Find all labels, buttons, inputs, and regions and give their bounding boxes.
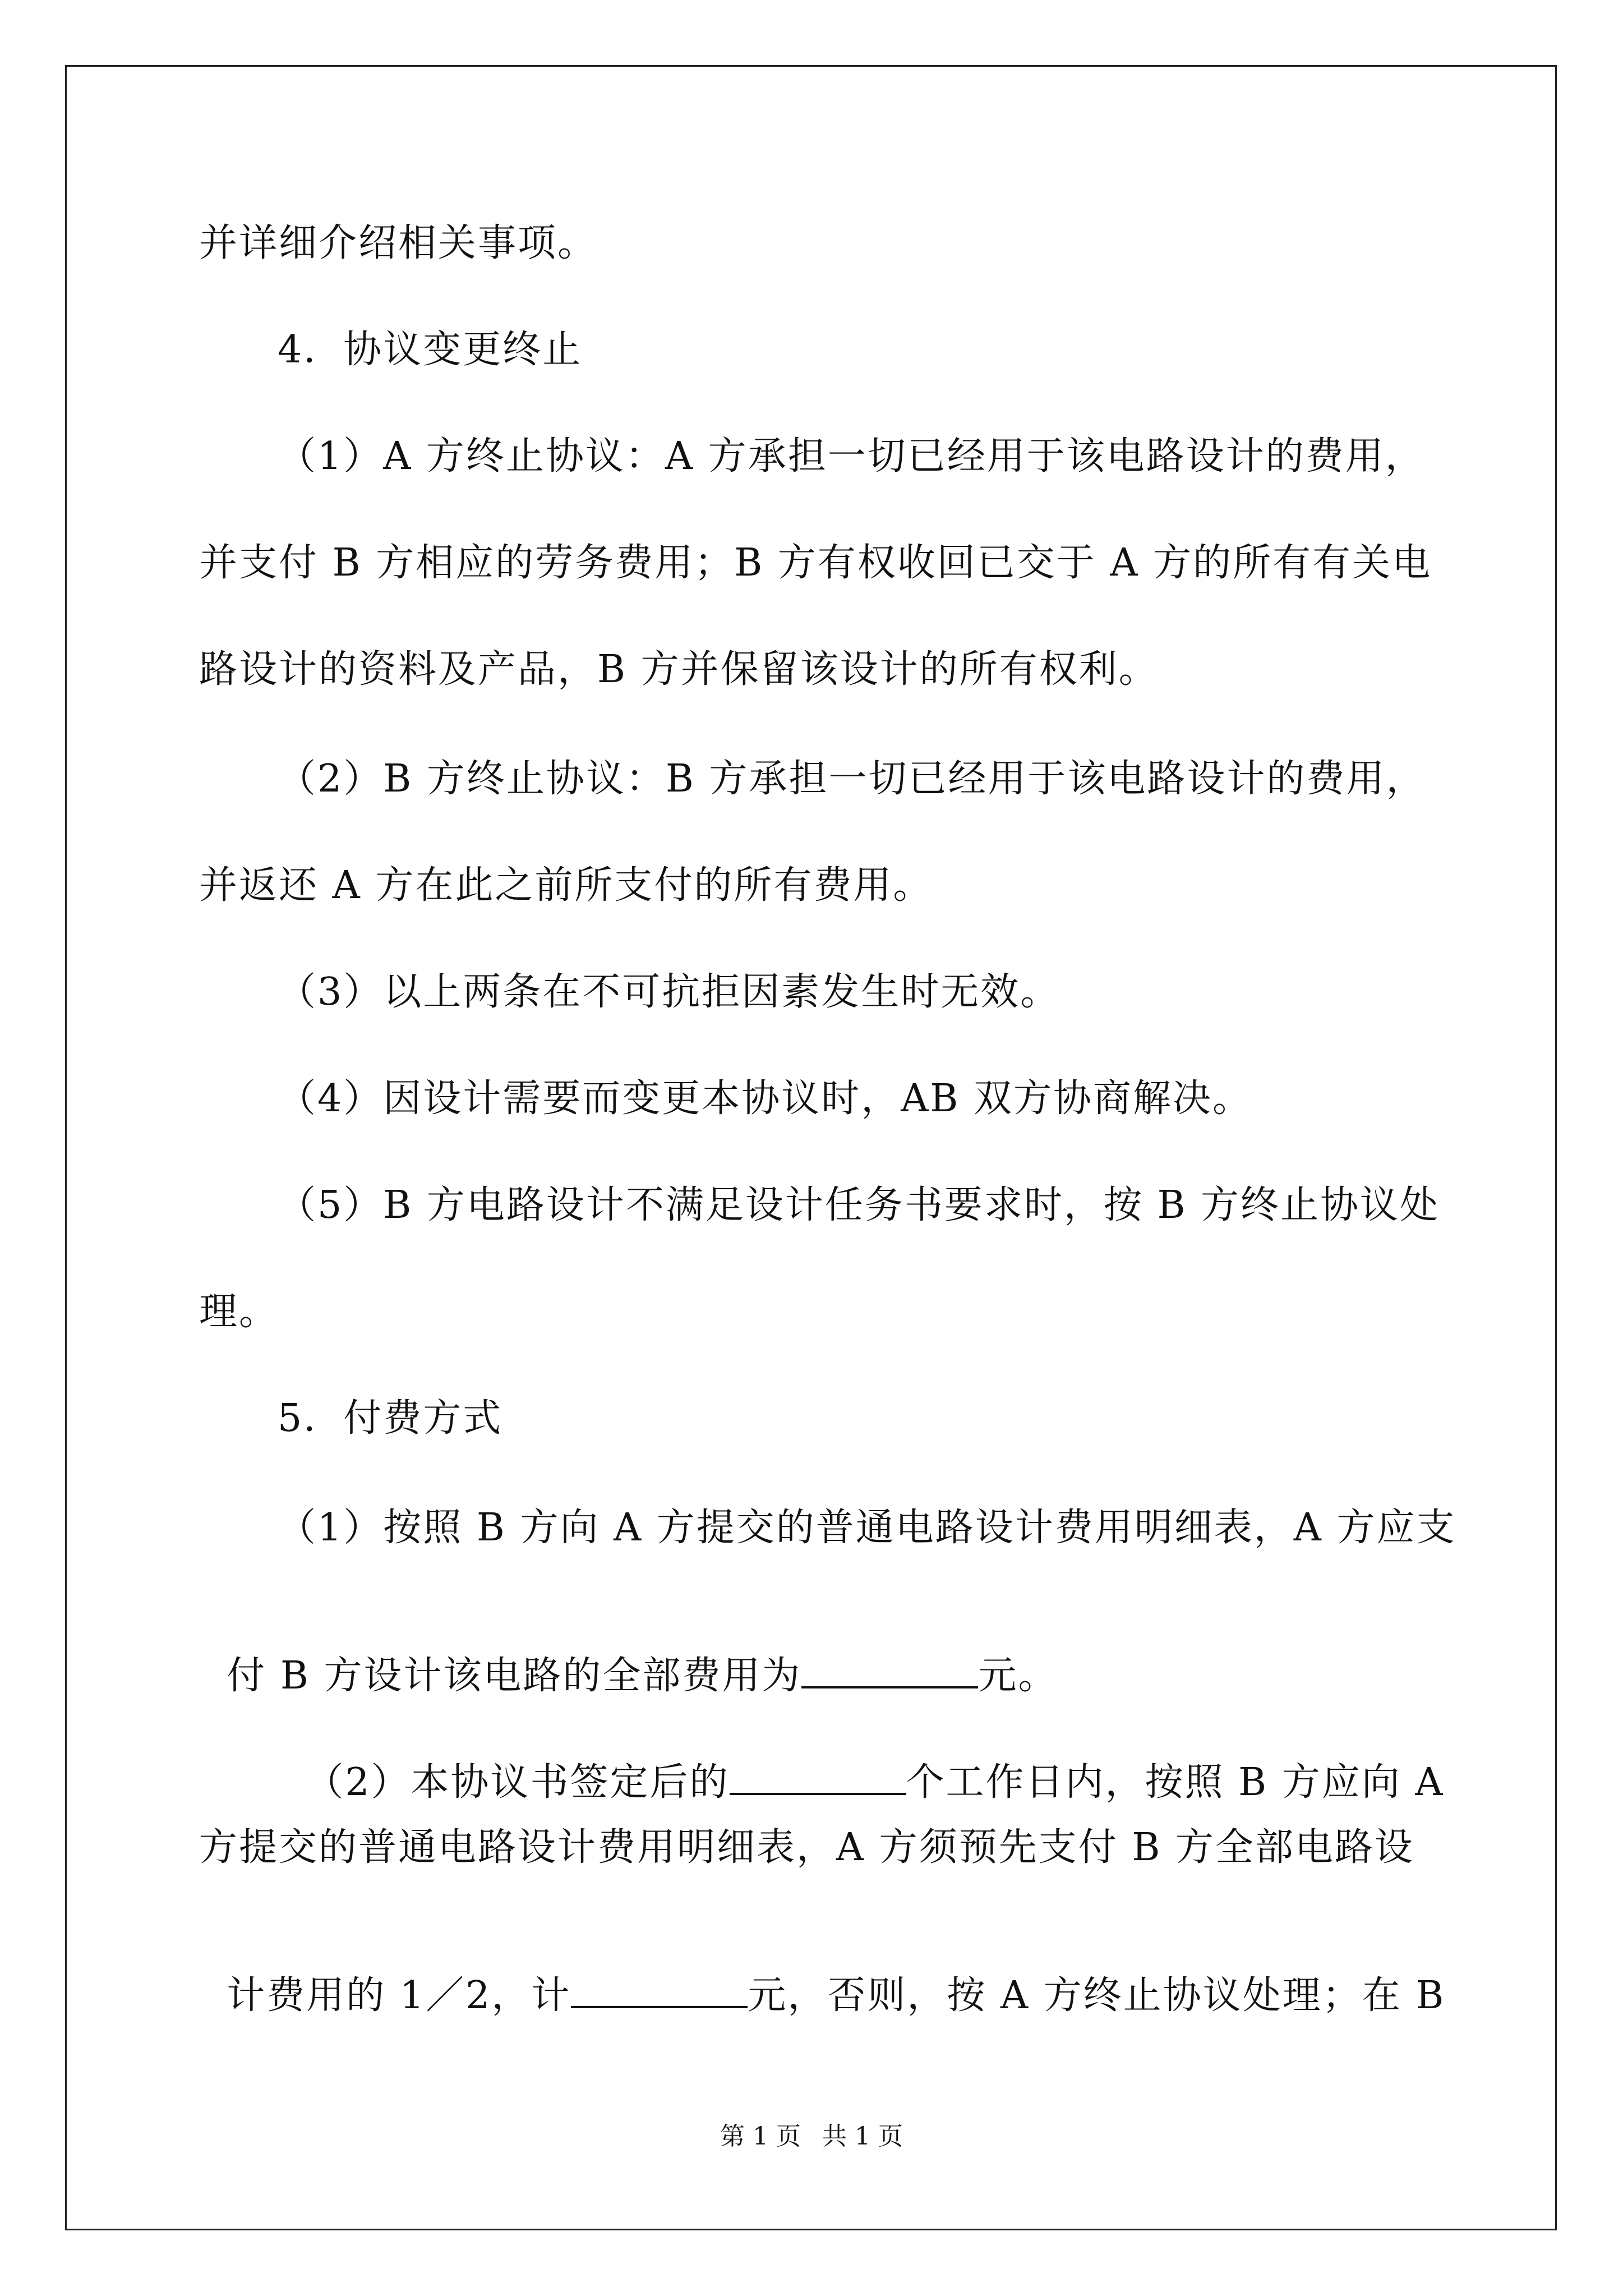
text-line-5: 路设计的资料及产品，B 方并保留该设计的所有权利。 [199, 647, 1159, 692]
text-line-1: 并详细介绍相关事项。 [199, 221, 598, 265]
text-line-14 [199, 1616, 1058, 1698]
text-fragment: （2）本协议书签定后的 [305, 1760, 730, 1805]
text-line-11: 理。 [199, 1290, 279, 1334]
text-line-9: （4）因设计需要而变更本协议时，AB 双方协商解决。 [278, 1076, 1252, 1121]
section-heading-5: 5．付费方式 [278, 1396, 503, 1441]
text-line-4: 并支付 B 方相应的劳务费用；B 方有权收回已交于 A 方的所有有关电 [199, 541, 1432, 585]
text-line-16: 方提交的普通电路设计费用明细表，A 方须预先支付 B 方全部电路设 [199, 1825, 1414, 1870]
page-border [65, 65, 1557, 2230]
text-line-6: （2）B 方终止协议：B 方承担一切已经用于该电路设计的费用， [278, 757, 1426, 801]
text-fragment: 付 B 方设计该电路的全部费用为 [227, 1654, 802, 1698]
fill-in-blank-prepayment[interactable] [571, 1973, 748, 2008]
text-line-3: （1）A 方终止协议：A 方承担一切已经用于该电路设计的费用， [278, 434, 1425, 478]
text-line-17 [199, 1935, 1446, 2018]
page-total: 共 1 页 [822, 2122, 903, 2151]
text-line-7: 并返还 A 方在此之前所支付的所有费用。 [199, 863, 933, 908]
text-fragment: 元。 [978, 1654, 1058, 1698]
text-line-13: （1）按照 B 方向 A 方提交的普通电路设计费用明细表，A 方应支 [278, 1506, 1456, 1550]
page-footer [0, 2116, 1623, 2152]
text-fragment: 计费用的 1／2，计 [227, 1973, 571, 2018]
section-heading-4: 4．协议变更终止 [278, 328, 583, 372]
fill-in-blank-total-fee[interactable] [801, 1654, 978, 1688]
text-line-10: （5）B 方电路设计不满足设计任务书要求时，按 B 方终止协议处 [278, 1183, 1440, 1227]
text-line-8: （3）以上两条在不可抗拒因素发生时无效。 [278, 970, 1061, 1014]
text-line-15 [278, 1722, 1445, 1805]
fill-in-blank-working-days[interactable] [730, 1760, 906, 1795]
text-fragment: 个工作日内，按照 B 方应向 A [906, 1760, 1445, 1805]
text-fragment: 元，否则，按 A 方终止协议处理；在 B [748, 1973, 1446, 2018]
page-number: 第 1 页 [720, 2122, 801, 2151]
